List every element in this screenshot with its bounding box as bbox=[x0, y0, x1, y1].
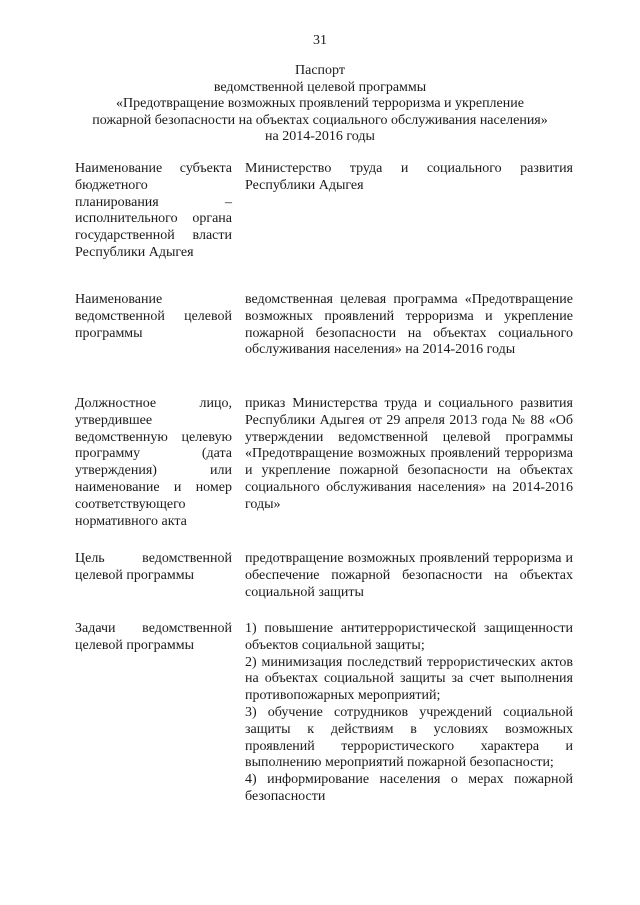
task-item: 2) минимизация последствий террористических актов на объектах социальной защиты за счет выполнения противопожарных мероприятий; bbox=[245, 654, 573, 704]
task-item: 1) повышение антитеррористической защищенности объектов социальной защиты; bbox=[245, 621, 573, 653]
passport-title bbox=[40, 63, 600, 146]
task-item: 4) информирование населения о мерах пожарной безопасности bbox=[245, 772, 573, 804]
row-value bbox=[245, 396, 573, 514]
row-value-text: предотвращение возможных проявлений терроризма и обеспечение пожарной безопасности на объектах социальной защиты bbox=[245, 551, 573, 600]
title-line: Паспорт bbox=[295, 63, 345, 78]
row-value-text: Министерство труда и социального развития Республики Адыгея bbox=[245, 161, 573, 193]
row-value bbox=[245, 621, 573, 806]
row-label: Задачи ведомственной целевой программы bbox=[75, 621, 232, 653]
row-label: Должностное лицо, утвердившее ведомственную целевую программу (дата утверждения) или наименование и номер соответствующего нормативного акта bbox=[75, 396, 232, 529]
title-line: на 2014-2016 годы bbox=[265, 129, 375, 145]
title-line: «Предотвращение возможных проявлений терроризма и укрепление bbox=[116, 96, 524, 112]
row-label: Наименование ведомственной целевой программы bbox=[75, 292, 232, 341]
task-item: 3) обучение сотрудников учреждений социальной защиты к действиям в условиях возможных проявлений террористического характера и выполнению мероприятий пожарной безопасности; bbox=[245, 704, 573, 771]
row-value bbox=[245, 161, 573, 195]
title-line: пожарной безопасности на объектах социального обслуживания населения» bbox=[92, 112, 548, 128]
row-value-text: приказ Министерства труда и социального развития Республики Адыгея от 29 апреля 2013 года № 88 «Об утверждении ведомственной целевой программы «Предотвращение возможных проявлений терроризма и укрепление пожарной безопасности на объектах социального обслуживания населения» на 2014-2016 годы» bbox=[245, 396, 573, 512]
page-number: 31 bbox=[313, 33, 327, 48]
row-value-text: ведомственная целевая программа «Предотвращение возможных проявлений терроризма и укрепление пожарной безопасности на объектах социального обслуживания населения» на 2014-2016 годы bbox=[245, 292, 573, 358]
title-line: ведомственной целевой программы bbox=[213, 79, 427, 95]
row-value bbox=[245, 292, 573, 359]
row-label: Наименование субъекта бюджетного планирования – исполнительного органа государственной власти Республики Адыгея bbox=[75, 161, 232, 260]
row-value bbox=[245, 551, 573, 601]
row-label: Цель ведомственной целевой программы bbox=[75, 551, 232, 583]
